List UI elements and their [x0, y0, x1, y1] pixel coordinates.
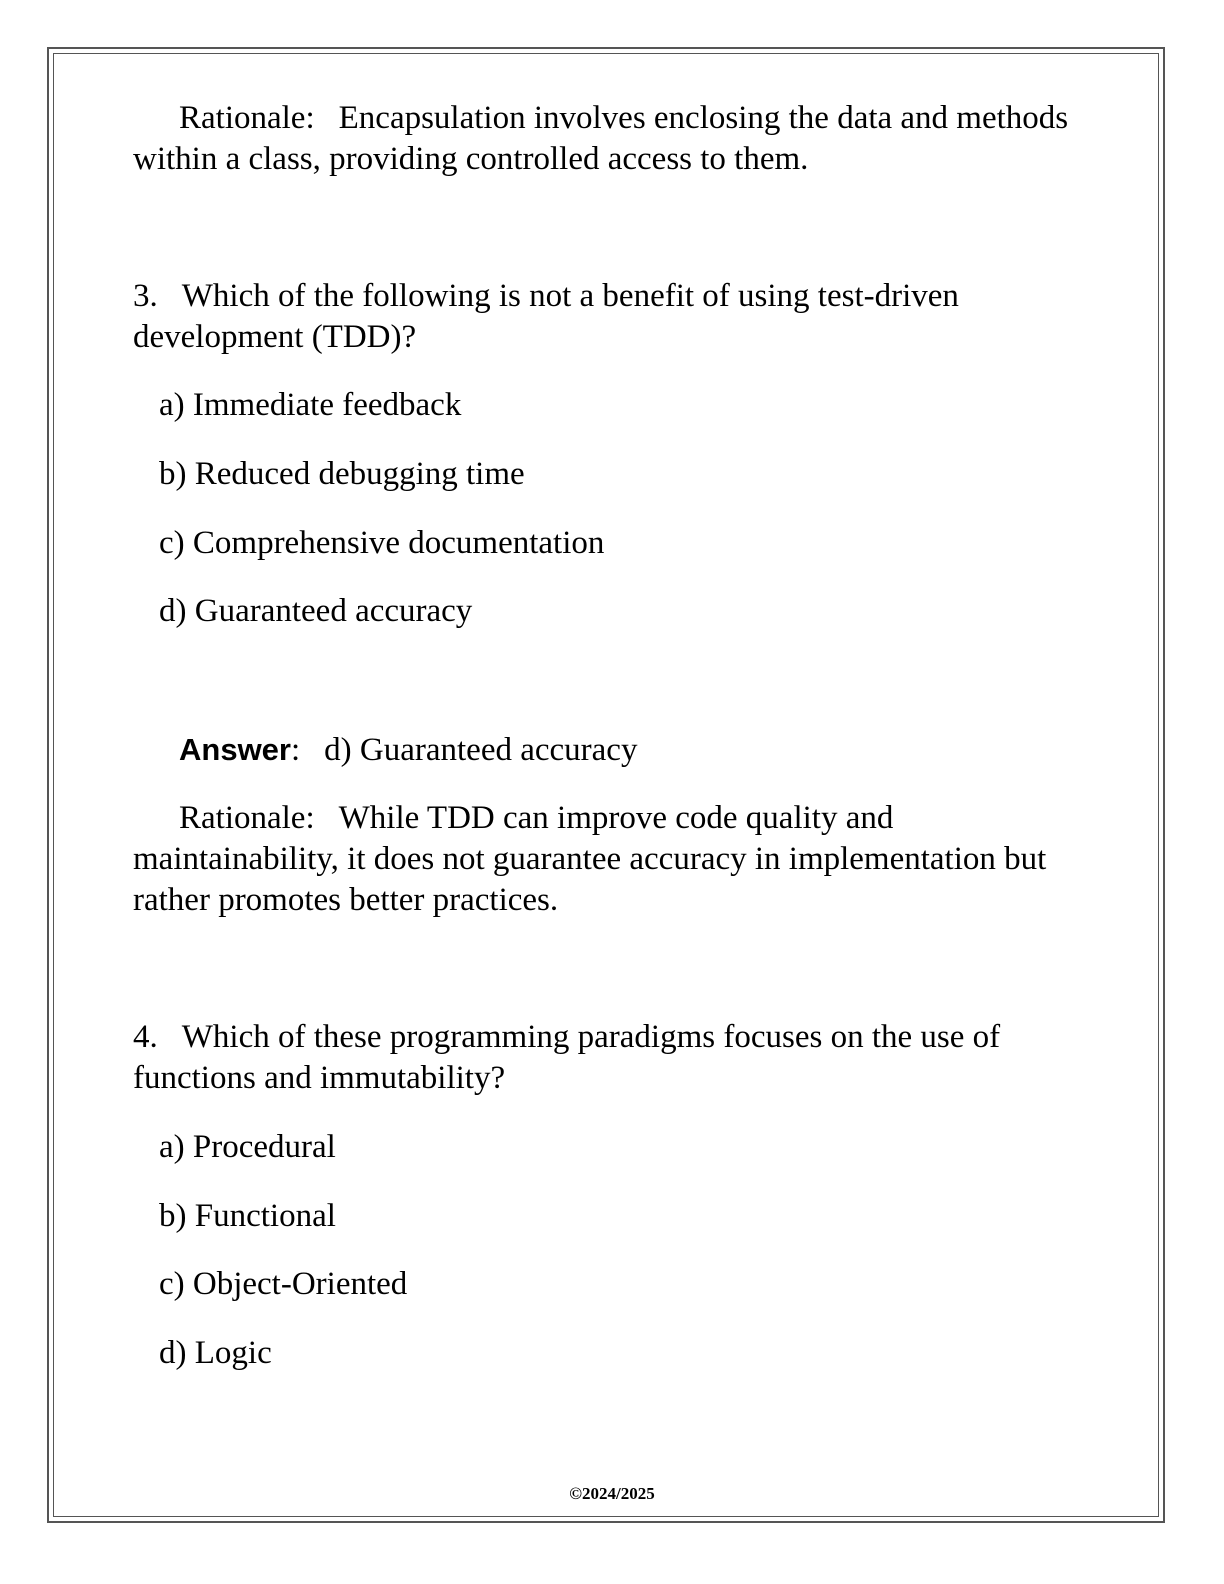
- question-text: Which of the following is not a benefit of using test-driven development (TDD)?: [133, 278, 959, 355]
- question-text: Which of these programming paradigms focuses on the use of functions and immutability?: [133, 1019, 1001, 1096]
- question-number: 3.: [133, 278, 158, 314]
- option-a: a) Procedural: [159, 1129, 336, 1165]
- option-b: b) Functional: [159, 1198, 336, 1234]
- rationale-text: While TDD can improve code quality and maintainability, it does not guarantee accuracy in implementation but rather promotes better practices.: [133, 800, 1047, 918]
- question-4: [133, 1017, 1093, 1099]
- question-number: 4.: [133, 1019, 158, 1055]
- rationale-q3: [133, 798, 1093, 921]
- option-d: d) Guaranteed accuracy: [159, 593, 473, 629]
- question-3: [133, 276, 1093, 358]
- rationale-label: Rationale:: [179, 100, 315, 136]
- rationale-label: Rationale:: [179, 800, 315, 836]
- option-b: b) Reduced debugging time: [159, 456, 525, 492]
- answer-value: d) Guaranteed accuracy: [324, 732, 638, 768]
- option-d: d) Logic: [159, 1335, 272, 1371]
- rationale-q2: [133, 98, 1093, 180]
- option-c: c) Comprehensive documentation: [159, 525, 605, 561]
- answer-label: Answer: [179, 732, 291, 767]
- option-a: a) Immediate feedback: [159, 387, 462, 423]
- copyright-footer: ©2024/2025: [569, 1484, 655, 1503]
- rationale-text: Encapsulation involves enclosing the data and methods within a class, providing controlled access to them.: [133, 100, 1069, 177]
- option-c: c) Object-Oriented: [159, 1266, 408, 1302]
- answer-line: [179, 729, 637, 771]
- answer-colon: :: [290, 732, 301, 768]
